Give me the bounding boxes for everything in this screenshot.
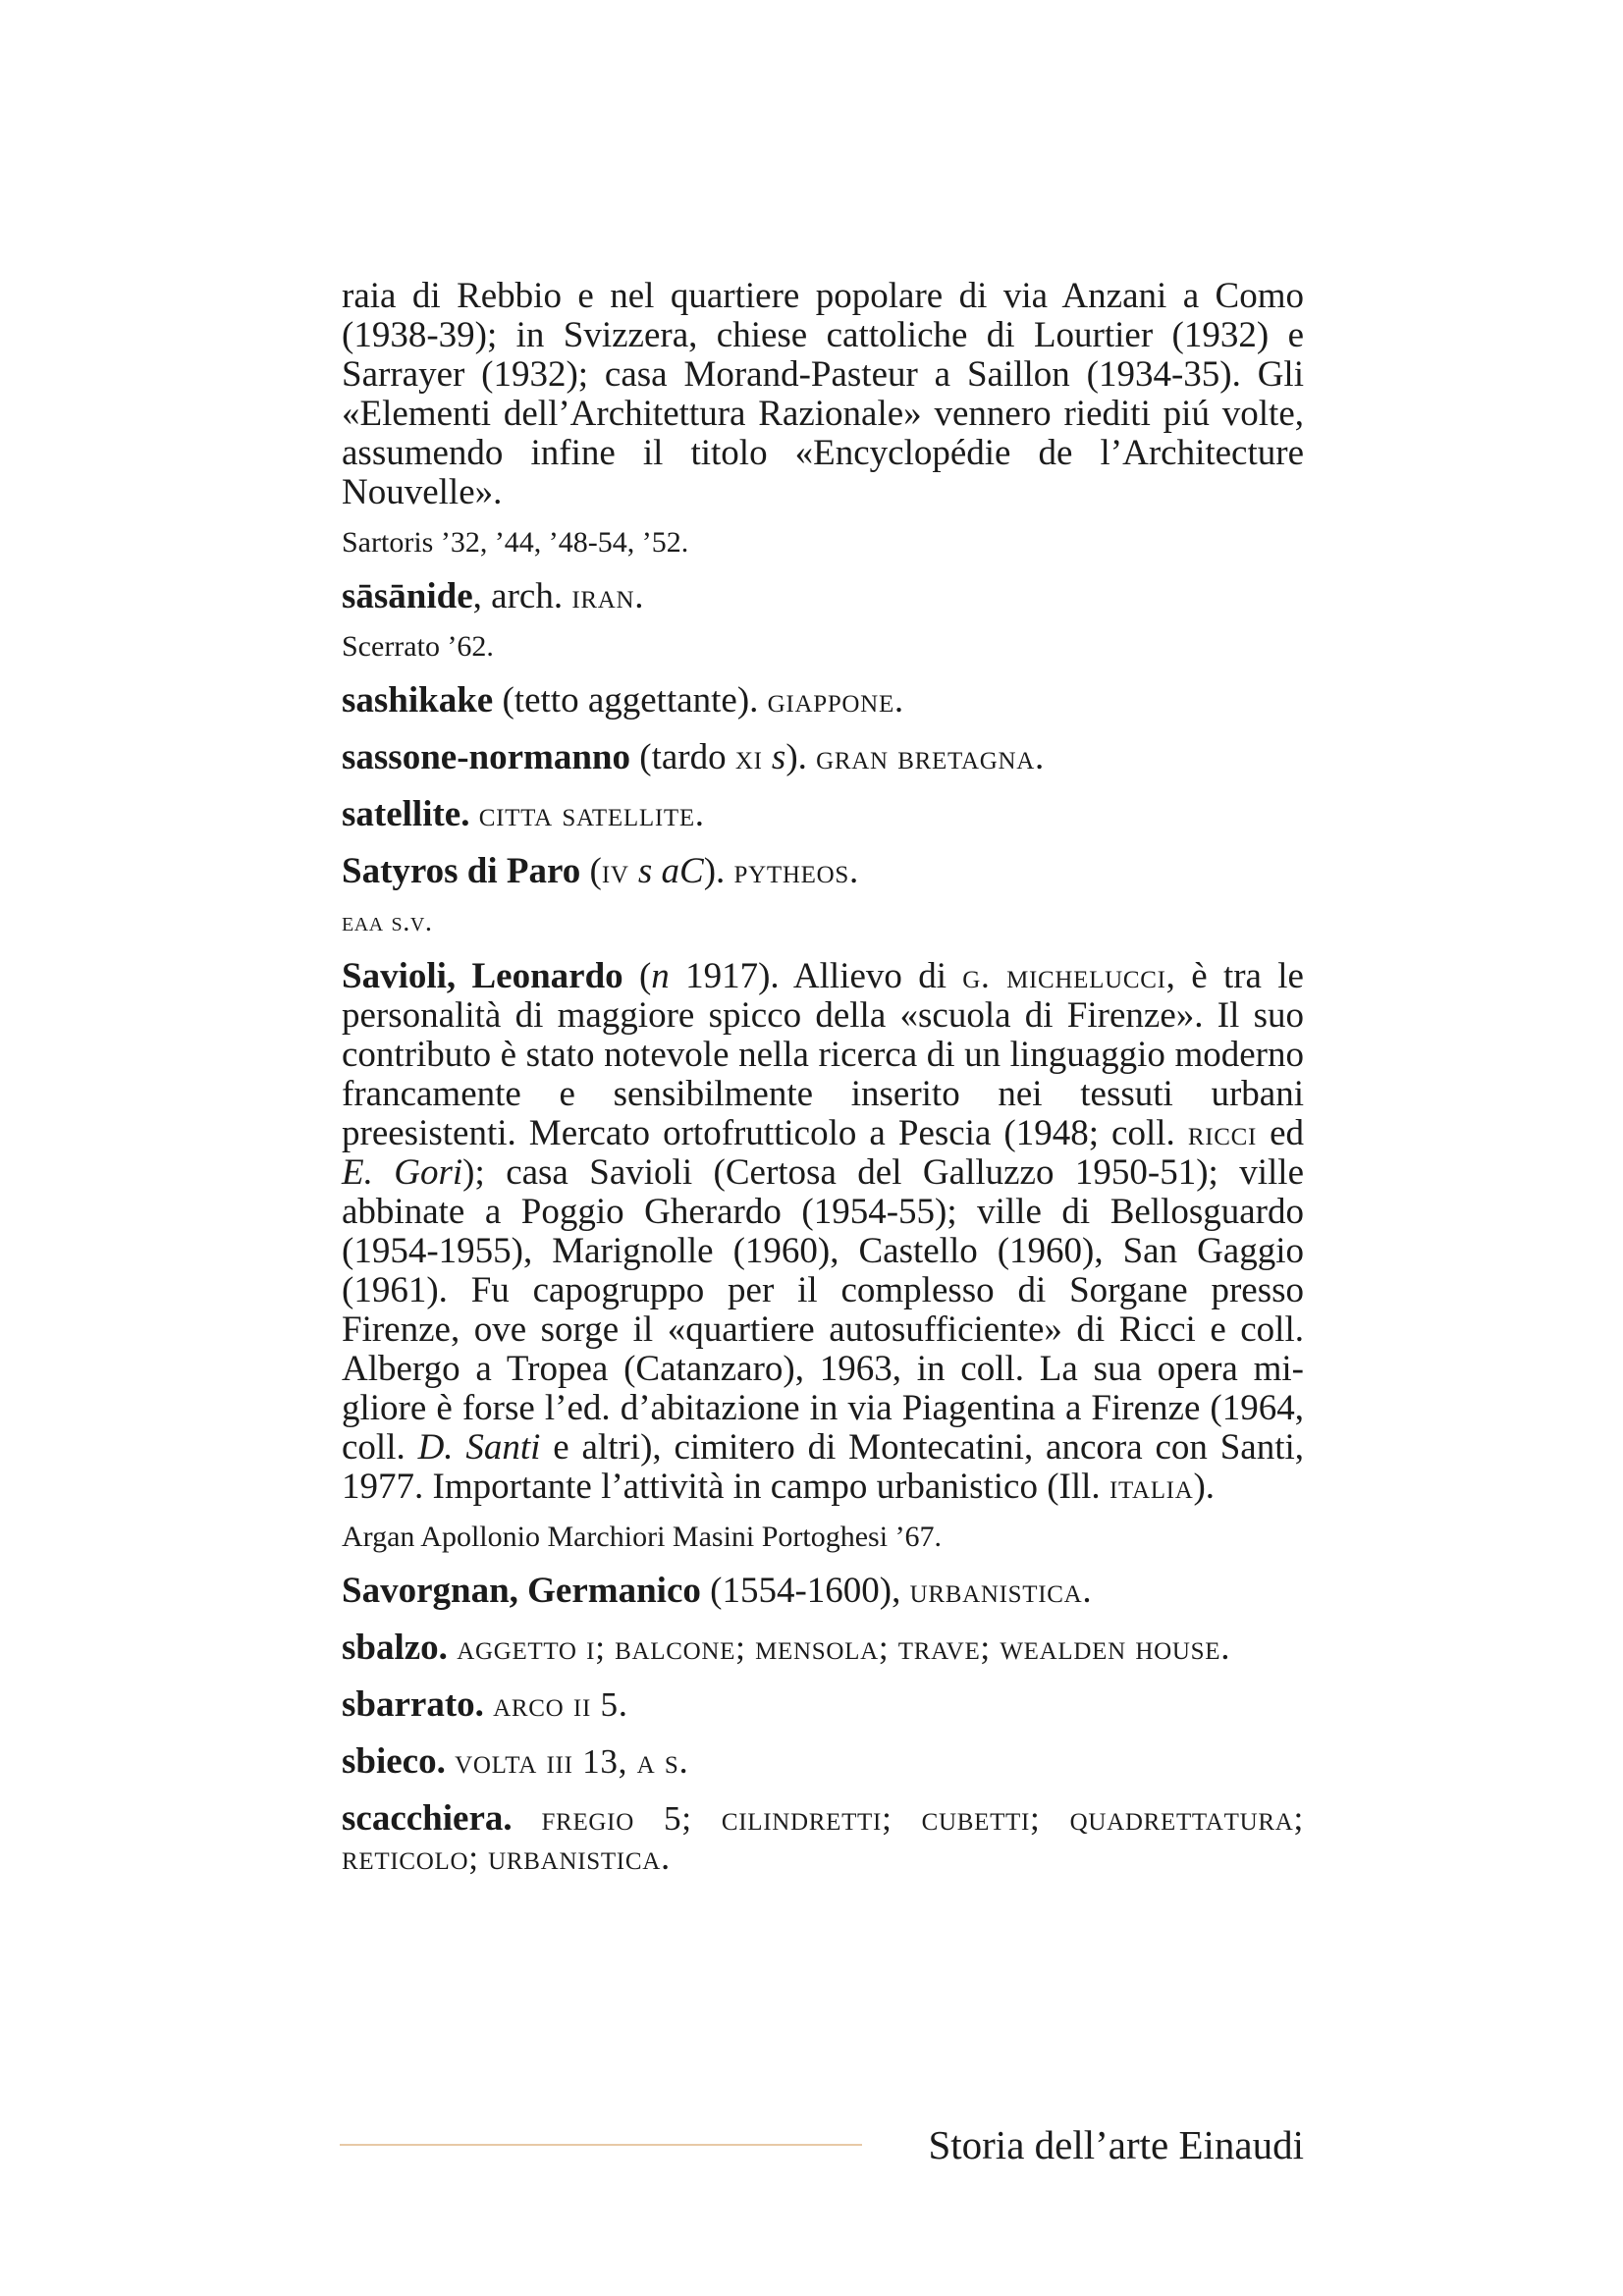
punctuation: .	[1035, 737, 1045, 777]
headword: sbarrato.	[342, 1684, 484, 1725]
headword: sāsānide	[342, 576, 473, 616]
punctuation: .	[893, 680, 904, 721]
punctuation: .	[660, 1838, 671, 1878]
entry-text: , arch.	[472, 576, 572, 616]
italic-name: D. Santi	[417, 1427, 541, 1468]
entry-sashikake	[342, 681, 1304, 721]
punctuation: .	[634, 576, 644, 616]
entry-continuation	[342, 277, 1304, 512]
cross-reference: iran	[571, 577, 635, 615]
entry-text: ); casa Savioli (Certosa del Galluzzo 1950-51); ville abbinate a Poggio Gherardo (1954-55); ville di Bellosguardo (1954-1955), Marignolle (1960), Castello (1960), San Gaggio (1961). Fu capogruppo per il complesso di Sorgane presso Firenze, ove sorge il «quartiere autosufficiente» di Ricci e coll. Albergo a Tropea (Catanzaro), 1963, in coll. La sua opera migliore è forse l’ed. d’abitazione in via Piagentina a Firenze (1964, coll.	[342, 1152, 1304, 1468]
headword: sashikake	[342, 680, 494, 721]
entry-text: raia di Rebbio e nel quartiere popolare di via Anzani a Como (1938-39); in Svizzera, chiese cattoliche di Lourtier (1932) e Sarrayer (1932); casa Morand-Pasteur a Saillon (1934-35). Gli «Elementi dell’Architettura Razionale» vennero riediti piú volte, assumendo infine il titolo «Encyclopédie de l’Architecture Nouvelle».	[342, 276, 1304, 512]
entry-text: (tetto aggettante).	[493, 680, 768, 721]
entry-sbalzo	[342, 1629, 1304, 1668]
headword: Satyros di Paro	[342, 851, 581, 891]
entry-text: (	[622, 956, 652, 996]
punctuation: .	[618, 1684, 627, 1725]
italic-name: E. Gori	[342, 1152, 463, 1193]
cross-reference: urbanistica	[909, 1572, 1083, 1610]
cross-reference: italia	[1109, 1468, 1194, 1506]
entry-text: , è tra le personalità di maggiore spicco della «scuola di Firenze». Il suo contributo è stato notevole nella ricerca di un linguaggio moderno francamente e sensibilmente inserito nei tessuti urbani preesistenti. Mercato ortofrutticolo a Pescia (1948; coll.	[342, 956, 1304, 1153]
entry-text: ).	[1193, 1467, 1216, 1507]
entry-text: ).	[703, 851, 734, 891]
entry-text	[629, 851, 638, 891]
headword: sbalzo.	[342, 1628, 448, 1668]
entry-sbieco	[342, 1742, 1304, 1782]
cross-reference: g. michelucci	[962, 957, 1166, 995]
bibliography-text: Sartoris ’32, ’44, ’48-54, ’52.	[342, 526, 689, 559]
cross-reference: citta satellite	[478, 795, 695, 833]
entry-text: e altri), cimitero di Montecatini, ancora con Santi, 1977. Importante l’attività in campo urbanistico (Ill.	[342, 1427, 1305, 1507]
headword: satellite.	[342, 794, 470, 834]
cross-reference: giappone	[767, 681, 894, 720]
italic-abbrev: s	[771, 737, 786, 777]
punctuation: .	[848, 851, 859, 891]
italic-abbrev: s aC	[637, 851, 704, 891]
entry-text: (tardo	[630, 737, 735, 777]
entry-text: ).	[785, 737, 817, 777]
punctuation: .	[694, 794, 705, 834]
headword: scacchiera.	[342, 1798, 513, 1839]
headword: sassone-normanno	[342, 737, 630, 777]
headword: Savioli, Leonardo	[342, 956, 623, 996]
footer-rule	[340, 2144, 862, 2146]
cross-reference: pytheos	[733, 852, 849, 890]
entry-savorgnan	[342, 1572, 1304, 1611]
entry-sassone-normanno	[342, 738, 1304, 777]
entry-satellite	[342, 795, 1304, 834]
punctuation: .	[1082, 1571, 1092, 1611]
entry-sbarrato	[342, 1685, 1304, 1725]
page-content	[342, 277, 1304, 1878]
bibliography-text: eaa s.v.	[342, 907, 433, 937]
entry-savioli	[342, 957, 1304, 1507]
bibliography-text: Scerrato ’62.	[342, 630, 494, 663]
entry-text	[763, 737, 772, 777]
punctuation: .	[678, 1741, 688, 1782]
footer-title: Storia dell’arte Einaudi	[928, 2122, 1304, 2167]
century-numeral: iv	[601, 852, 629, 890]
bibliography-text: Argan Apollonio Marchiori Masini Portoghesi ’67.	[342, 1521, 943, 1553]
bibliography	[342, 1521, 1304, 1554]
entry-text: (	[580, 851, 602, 891]
cross-reference: volta iii 13, a s	[455, 1742, 679, 1781]
century-numeral: xi	[734, 738, 763, 776]
page-footer	[340, 2120, 1304, 2169]
bibliography	[342, 630, 1304, 664]
entry-text: ed	[1257, 1113, 1304, 1153]
bibliography	[342, 905, 1304, 939]
bibliography	[342, 526, 1304, 560]
cross-reference: gran bretagna	[816, 738, 1036, 776]
cross-reference: aggetto i; balcone; mensola; trave; wealden house	[457, 1629, 1221, 1667]
headword: Savorgnan, Germanico	[342, 1571, 701, 1611]
cross-reference: ricci	[1187, 1114, 1258, 1152]
punctuation: .	[1220, 1628, 1230, 1668]
entry-satyros	[342, 852, 1304, 891]
italic-abbrev: n	[651, 956, 670, 996]
headword: sbieco.	[342, 1741, 446, 1782]
cross-reference: arco ii 5	[493, 1685, 619, 1724]
entry-scacchiera	[342, 1799, 1304, 1878]
cross-reference: fregio 5; cilindretti; cubetti; quadrettatura; reticolo; urbanistica	[342, 1799, 1304, 1877]
entry-sasanide	[342, 577, 1304, 616]
entry-text: (1554-1600),	[700, 1571, 910, 1611]
entry-text: 1917). Allievo di	[669, 956, 963, 996]
